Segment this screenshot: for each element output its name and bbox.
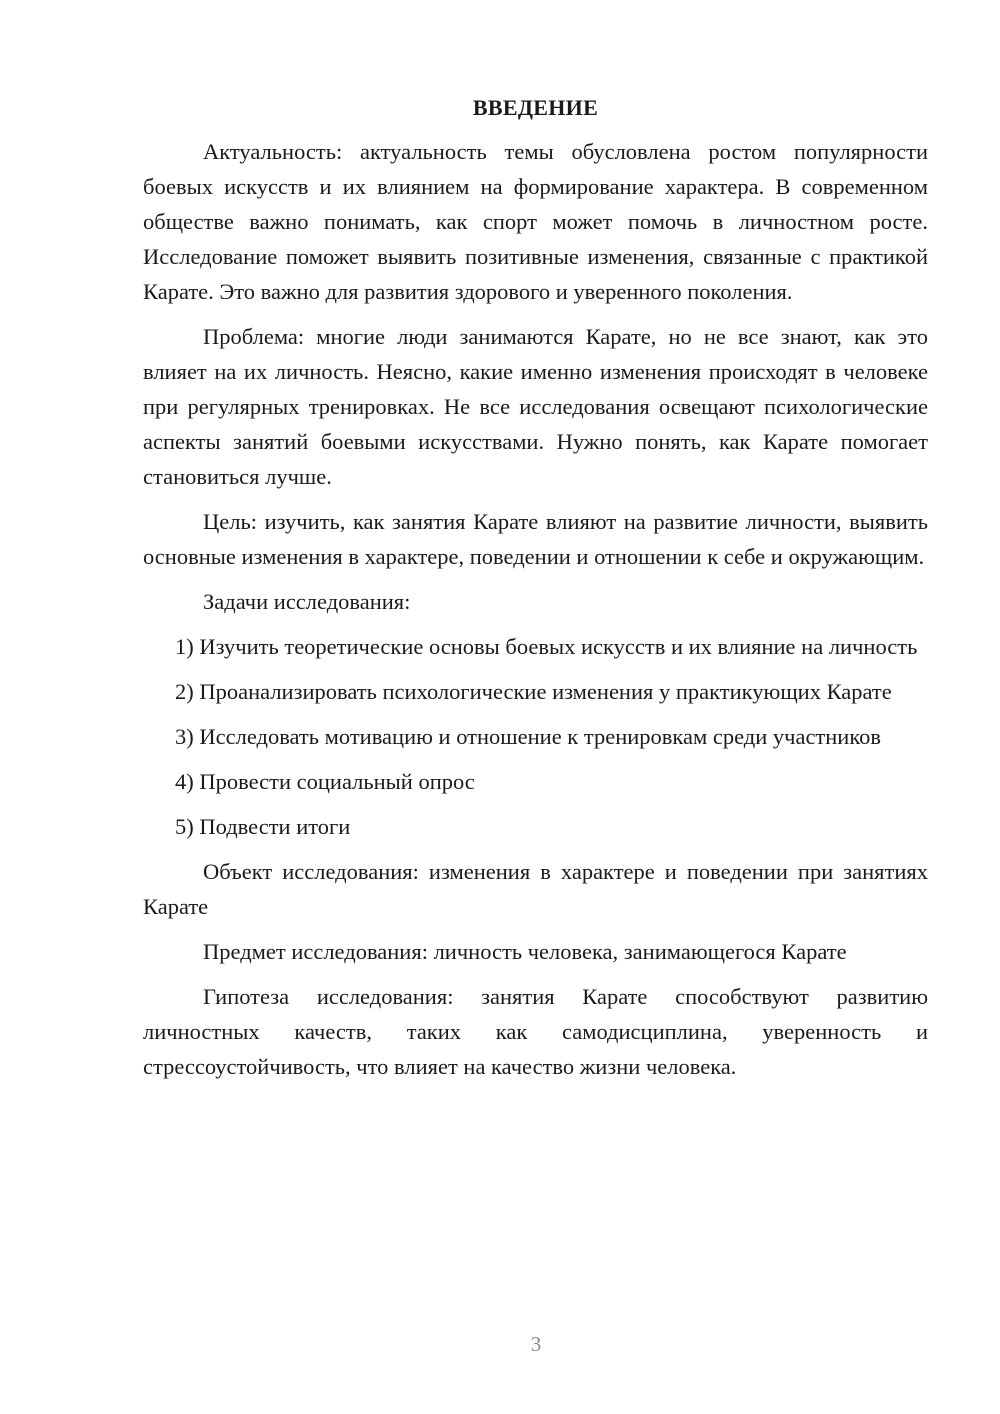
hypothesis-paragraph: Гипотеза исследования: занятия Карате способствуют развитию личностных качеств, таких как самодисциплина, уверенность и стрессоустойчивость, что влияет на качество жизни человека. <box>143 984 928 1079</box>
list-item: 2) Проанализировать психологические изменения у практикующих Карате <box>175 679 892 704</box>
list-item: 3) Исследовать мотивацию и отношение к тренировкам среди участников <box>175 724 882 749</box>
subject-paragraph: Предмет исследования: личность человека, занимающегося Карате <box>203 939 847 964</box>
list-item: 1) Изучить теоретические основы боевых искусств и их влияние на личность <box>175 634 918 659</box>
page-number: 3 <box>530 1332 542 1356</box>
relevance-paragraph: Актуальность: актуальность темы обусловлена ростом популярности боевых искусств и их влиянием на формирование характера. В современном обществе важно понимать, как спорт может помочь в личностном росте. Исследование поможет выявить позитивные изменения, связанные с практикой Карате. Это важно для развития здорового и уверенного поколения. <box>143 139 928 304</box>
list-item: 4) Провести социальный опрос <box>175 769 475 794</box>
problem-paragraph: Проблема: многие люди занимаются Карате, но не все знают, как это влияет на их личность. Неясно, какие именно изменения происходят в человеке при регулярных тренировках. Не все исследования освещают психологические аспекты занятий боевыми искусствами. Нужно понять, как Карате помогает становиться лучше. <box>143 324 928 489</box>
tasks-list <box>143 629 928 844</box>
object-paragraph: Объект исследования: изменения в характере и поведении при занятиях Карате <box>143 859 928 919</box>
tasks-heading: Задачи исследования: <box>203 589 411 614</box>
document-page <box>143 90 928 1094</box>
list-item: 5) Подвести итоги <box>175 814 351 839</box>
page-title: ВВЕДЕНИЕ <box>472 95 599 120</box>
goal-paragraph: Цель: изучить, как занятия Карате влияют на развитие личности, выявить основные изменения в характере, поведении и отношении к себе и окружающим. <box>143 509 928 569</box>
